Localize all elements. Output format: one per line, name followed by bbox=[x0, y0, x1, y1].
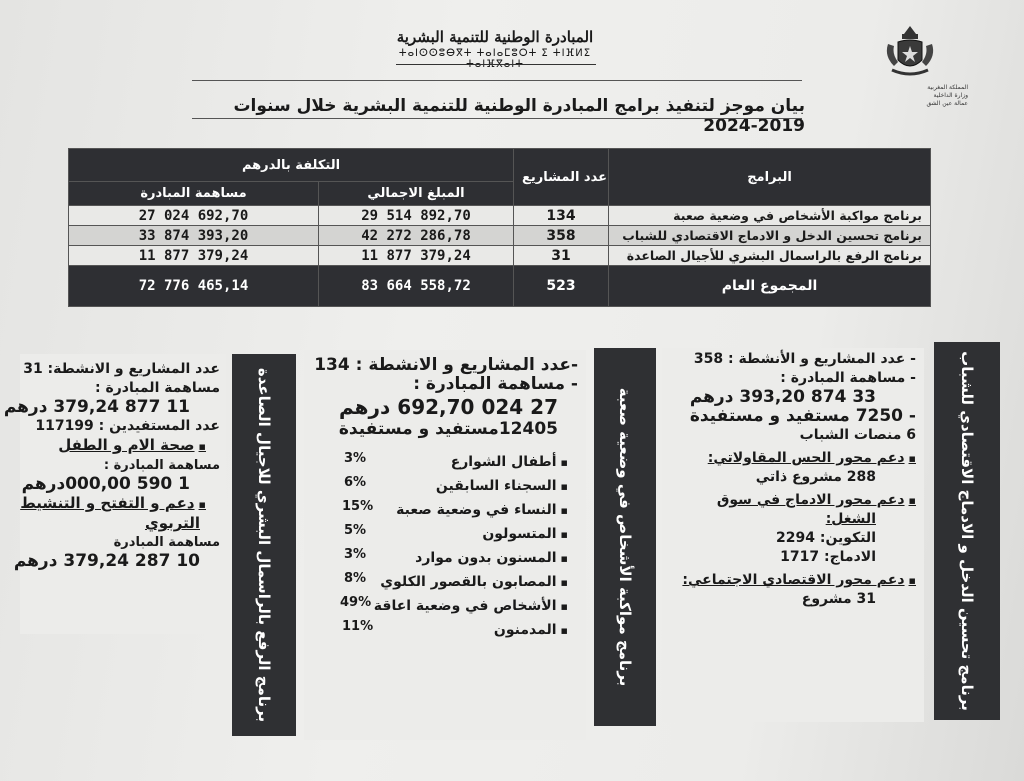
row-contribution: 11 877 379,24 bbox=[69, 246, 319, 266]
table-row bbox=[69, 246, 931, 266]
list-item: ▪ الأشخاص في وضعية اعاقة 49% bbox=[304, 595, 578, 619]
vulnerable-program-title: برنامج مواكبة الأشخاص في وضعية صعبة bbox=[616, 387, 634, 687]
title-top-rule bbox=[192, 80, 802, 81]
youth-program-title: برنامج تحسين الدخل و الادماج الاقتصادي للشباب bbox=[958, 351, 976, 711]
youth-program-panel: - عدد المشاريع و الأنشطة : 358 - مساهمة المبادرة : 33 874 393,20 درهم - 7250 مستفيد و مستفيدة 6 منصات الشباب ▪ دعم محور الحس المقاولاتي: 288 مشروع ذاتي ▪ دعم محور الادماج في سوق الشغل: التكوين: 2294 الادماج: 1717 ▪ دعم محور الاقتصادي الاجتماعي: 31 مشروع bbox=[662, 348, 924, 722]
list-item: ▪ المصابون بالقصور الكلوي 8% bbox=[304, 571, 578, 595]
row-contribution: 27 024 692,70 bbox=[69, 206, 319, 226]
row-total: 29 514 892,70 bbox=[319, 206, 514, 226]
row-projects: 358 bbox=[514, 226, 609, 246]
summary-table bbox=[68, 148, 930, 307]
row-contribution: 33 874 393,20 bbox=[69, 226, 319, 246]
brand-tifinagh: ⵜⴰⵏⵙⵙⵓⴱⴳⵜ ⵜⴰⵏⴰⵎⵓⵔⵜ ⵉ ⵜⵏⴼⵍⵉ ⵜⴰⵏⴼⴳⴰⵏⵜ bbox=[398, 48, 592, 70]
youth-program-title-bar bbox=[934, 342, 1000, 720]
list-item: ▪ المسنون بدون موارد 3% bbox=[304, 547, 578, 571]
row-total: 42 272 286,78 bbox=[319, 226, 514, 246]
brand-arabic: المبادرة الوطنية للتنمية البشرية bbox=[396, 28, 594, 46]
table-row bbox=[69, 206, 931, 226]
vulnerable-program-panel: -عدد المشاريع و الانشطة : 134 - مساهمة المبادرة : 27 024 692,70 درهم 12405مستفيد و مستفيدة ▪ أطفال الشوارع 3% ▪ السجناء السابقين 6% ▪ النساء في وضعية صعبة 15% ▪ المتسولون 5% ▪ المسنون بدون موارد 3% ▪ المصابون بالقصور الكلوي 8% ▪ الأشخاص في وضعية اعاقة 49% ▪ المدمنون 11% bbox=[304, 350, 586, 740]
list-item: ▪ المدمنون 11% bbox=[304, 619, 578, 643]
list-item: ▪ أطفال الشوارع 3% bbox=[304, 451, 578, 475]
brand-divider bbox=[396, 64, 596, 65]
row-program: برنامج تحسين الدخل و الادماج الاقتصادي للشباب bbox=[609, 226, 931, 246]
human-capital-program-title: برنامج الرفع بالراسمال البشري للاجيال الصاعدة bbox=[255, 367, 273, 723]
header-programs: البرامج bbox=[609, 149, 931, 206]
grand-total-row bbox=[69, 266, 931, 307]
grand-total-amount: 83 664 558,72 bbox=[319, 266, 514, 307]
document-title: بيان موجز لتنفيذ برامج المبادرة الوطنية للتنمية البشرية خلال سنوات 2019-2024 bbox=[233, 96, 805, 136]
human-capital-program-panel: عدد المشاريع و الانشطة: 31 مساهمة المبادرة : 11 877 379,24 درهم عدد المستفيدين : 117199 ▪ صحة الام و الطفل مساهمة المبادرة : 1 590 000,00درهم ▪ دعم و التفتح و التنشيط التربوي مساهمة المبادرة 10 287 379,24 درهم bbox=[20, 354, 226, 634]
header-contribution: مساهمة المبادرة bbox=[69, 182, 319, 206]
beneficiary-categories-list bbox=[304, 451, 578, 643]
ministry-text: المملكة المغربية وزارة الداخلية عمالة عين الشق bbox=[926, 84, 968, 107]
row-program: برنامج مواكبة الأشخاص في وضعية صعبة bbox=[609, 206, 931, 226]
row-program: برنامج الرفع بالراسمال البشري للأجيال الصاعدة bbox=[609, 246, 931, 266]
list-item: ▪ المتسولون 5% bbox=[304, 523, 578, 547]
human-capital-program-title-bar bbox=[232, 354, 296, 736]
list-item: ▪ النساء في وضعية صعبة 15% bbox=[304, 499, 578, 523]
grand-total-projects: 523 bbox=[514, 266, 609, 307]
royal-emblem-icon bbox=[880, 22, 940, 82]
grand-total-contribution: 72 776 465,14 bbox=[69, 266, 319, 307]
header-total: المبلغ الاجمالي bbox=[319, 182, 514, 206]
row-total: 11 877 379,24 bbox=[319, 246, 514, 266]
title-bottom-rule bbox=[192, 118, 802, 119]
list-item: ▪ السجناء السابقين 6% bbox=[304, 475, 578, 499]
table-row bbox=[69, 226, 931, 246]
row-projects: 31 bbox=[514, 246, 609, 266]
header-cost: التكلفة بالدرهم bbox=[69, 149, 514, 182]
row-projects: 134 bbox=[514, 206, 609, 226]
grand-total-label: المجموع العام bbox=[609, 266, 931, 307]
vulnerable-program-title-bar bbox=[594, 348, 656, 726]
header-projects: عدد المشاريع bbox=[514, 149, 609, 206]
